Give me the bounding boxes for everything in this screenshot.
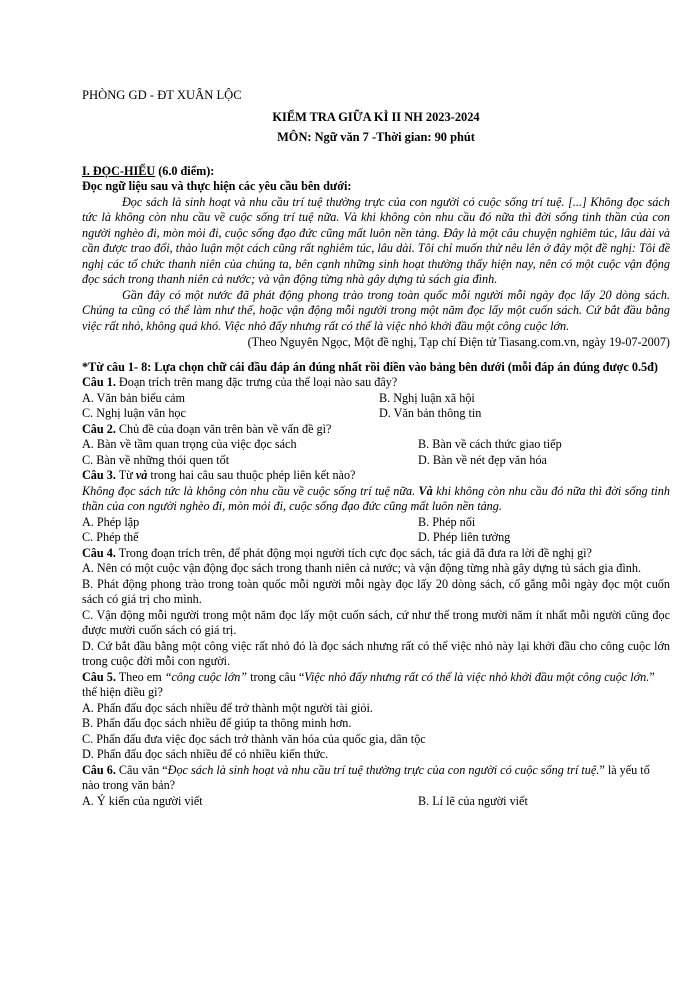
option-a: A. Phép lặp (82, 514, 140, 529)
option-a: A. Ý kiến của người viết (82, 793, 203, 808)
question-text-before: Theo em (115, 669, 165, 684)
question-6-options (82, 794, 670, 810)
option-b: B. Bàn về cách thức giao tiếp (418, 437, 562, 451)
question-quote: Đọc sách là sinh hoạt và nhu cầu trí tuệ thường trực của con người có cuộc sống trí tuệ. (167, 762, 600, 777)
option-c: C. Phép thế (82, 530, 139, 544)
school-name: PHÒNG GD - ĐT XUÂN LỘC (82, 88, 242, 102)
question-text-before: Từ (115, 468, 136, 482)
question-3-options (82, 515, 670, 546)
option-a: A. Văn bản biểu cảm (82, 390, 185, 405)
option-b: B. Nghị luận xã hội (379, 390, 475, 405)
option-c: C. Bàn về những thói quen tốt (82, 452, 230, 467)
question-number: Câu 5. (82, 669, 116, 684)
question-text-before: Câu văn “ (115, 762, 168, 777)
passage-paragraph-1: Đọc sách là sinh hoạt và nhu cầu trí tuệ thường trực của con người có cuộc sống trí tuệ. [...] Không đọc sách tức là không còn nhu cầu về cuộc sống trí tuệ nữa. Và khi không còn nhu cầu đó nữa thì đời sống tinh thần của con người nghèo đi, mòn mỏi đi, cuộc sống đạo đức cũng mất luôn nền tảng. Đây là một câu chuyện nghiêm túc, lâu dài và cần được trao đổi, thảo luận một cách cũng rất nghiêm túc, lâu dài. Tôi chỉ muốn thử nêu lên ở đây một đề nghị: Tôi đề nghị các tổ chức thanh niên của chúng ta, bên cạnh những sinh hoạt thường thấy hiện nay, nên có một cuộc vận động đọc sách trong thanh niên cả nước; và vận động từng nhà gây dựng tủ sách gia đình. (82, 194, 670, 286)
question-1-options (82, 391, 670, 422)
question-text: Trong đoạn trích trên, để phát động mọi người tích cực đọc sách, tác giả đã đưa ra lời đề nghị gì? (115, 545, 592, 560)
exam-subject: MÔN: Ngữ văn 7 -Thời gian: 90 phút (277, 130, 475, 144)
section-title-main: I. ĐỌC-HIỂU (82, 163, 156, 178)
option-c: C. Nghị luận văn học (82, 406, 186, 420)
option-c: C. Phấn đấu đưa việc đọc sách trở thành văn hóa của quốc gia, dân tộc (82, 731, 426, 746)
question-3-quote (82, 484, 670, 515)
section-title (82, 164, 670, 180)
passage-paragraph-2: Gần đây có một nước đã phát động phong trào trong toàn quốc mỗi người mỗi ngày đọc lấy 20 dòng sách. Chúng ta cũng có thể làm như thế, hoặc vận động mỗi người trong một năm đọc lấy một cuốn sách. Cứ bắt đầu bằng việc rất nhỏ, không quá khó. Việc nhỏ đấy nhưng rất có thể là việc nhỏ khởi đầu một công cuộc lớn. (82, 287, 670, 333)
quote-before: Không đọc sách tức là không còn nhu cầu về cuộc sống trí tuệ nữa. (82, 483, 419, 498)
option-c: C. Vận động mỗi người trong một năm đọc lấy một cuốn sách, cứ như thế trong mười năm ít nhất mỗi người cũng đọc được mười cuốn sách có giá trị. (82, 607, 670, 637)
option-b: B. Phép nối (418, 514, 476, 529)
option-d: D. Phép liên tưởng (418, 530, 511, 544)
option-b: B. Lí lẽ của người viết (418, 793, 528, 808)
question-number: Câu 6. (82, 762, 116, 777)
option-a: A. Bàn về tầm quan trọng của việc đọc sách (82, 437, 297, 451)
option-d: D. Bàn về nét đẹp văn hóa (418, 452, 547, 467)
option-a: A. Nên có một cuộc vận động đọc sách trong thanh niên cả nước; và vận động từng nhà gây dựng tủ sách gia đình. (82, 561, 641, 575)
quote-keyword: Và (418, 483, 433, 498)
option-a: A. Phấn đấu đọc sách nhiều để trở thành một người tài giỏi. (82, 700, 373, 715)
question-6 (82, 763, 670, 794)
question-quote: Việc nhỏ đấy nhưng rất có thể là việc nhỏ khởi đầu một công cuộc lớn. (304, 669, 650, 684)
option-d: D. Cứ bắt đầu bằng một công việc rất nhỏ đó là đọc sách nhưng rất có thể việc nhỏ này lại khởi đầu cho công cuộc lớn trong cuộc đời mỗi con người. (82, 638, 670, 668)
question-text-after: ” thể hiện điều gì? (82, 669, 655, 699)
quote-after: khi không còn nhu cầu đó nữa thì đời sống tinh thần của con người nghèo đi, mòn mỏi đi, cuộc sống đạo đức cũng mất luôn nền tảng. (82, 483, 670, 513)
passage-source: (Theo Nguyên Ngọc, Một đề nghị, Tạp chí Điện tử Tiasang.com.vn, ngày 19-07-2007) (247, 335, 670, 349)
question-term: “công cuộc lớn” (164, 669, 248, 684)
question-2 (82, 422, 670, 438)
option-b: B. Phấn đấu đọc sách nhiều để giúp ta thông minh hơn. (82, 716, 352, 730)
question-4 (82, 546, 670, 562)
option-b: B. Phát động phong trào trong toàn quốc mỗi người mỗi ngày đọc lấy 20 dòng sách, cố gắng mỗi ngày đọc một cuốn sách có giá trị cho mình. (82, 576, 670, 606)
question-text: Chủ đề của đoạn văn trên bàn về vấn đề gì? (115, 421, 332, 436)
exam-page (82, 88, 670, 809)
question-number: Câu 4. (82, 545, 116, 560)
multiple-choice-instruction: *Từ câu 1- 8: Lựa chọn chữ cái đầu đáp án đúng nhất rồi điền vào bảng bên dưới (mỗi đáp án đúng được 0.5đ) (82, 359, 658, 374)
question-text-after: trong hai câu sau thuộc phép liên kết nào? (147, 468, 356, 482)
question-5 (82, 670, 670, 701)
reading-instruction: Đọc ngữ liệu sau và thực hiện các yêu cầu bên dưới: (82, 179, 352, 193)
question-2-options (82, 437, 670, 468)
section-title-score: (6.0 điểm): (155, 163, 215, 178)
question-text: Đoạn trích trên mang đặc trưng của thể loại nào sau đây? (115, 375, 398, 389)
question-number: Câu 2. (82, 421, 116, 436)
question-3 (82, 468, 670, 484)
question-text-after: ” là yếu tố nào trong văn bản? (82, 762, 650, 792)
exam-title: KIỂM TRA GIỮA KÌ II NH 2023-2024 (272, 109, 480, 124)
question-number: Câu 1. (82, 375, 116, 389)
option-d: D. Văn bản thông tin (379, 406, 482, 420)
option-d: D. Phấn đấu đọc sách nhiều để có nhiều kiến thức. (82, 747, 329, 761)
reading-passage (82, 195, 670, 335)
question-text-mid: trong câu “ (247, 669, 305, 684)
question-keyword: và (135, 468, 148, 482)
question-number: Câu 3. (82, 468, 116, 482)
question-1 (82, 375, 670, 391)
